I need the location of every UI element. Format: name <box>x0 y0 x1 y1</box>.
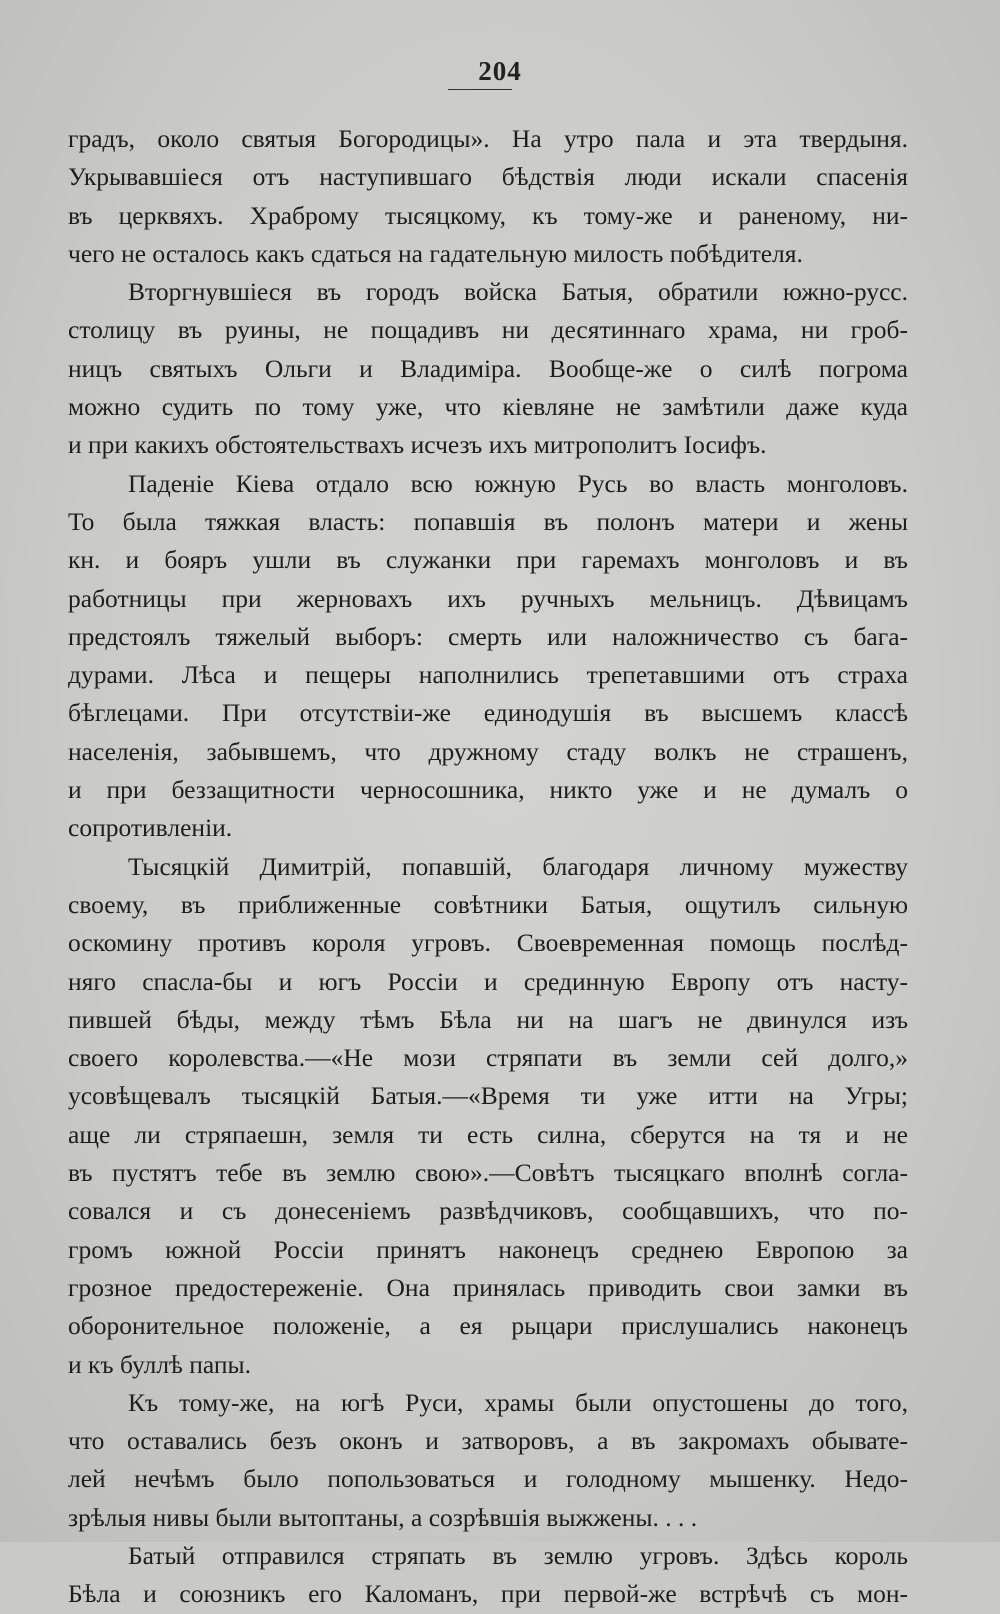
text-line: и къ буллѣ папы. <box>68 1349 252 1379</box>
text-line: пившей бѣды, между тѣмъ Бѣла ни на шагъ не двинулся изъ <box>68 1004 908 1034</box>
text-line: что оставались безъ оконъ и затворовъ, а въ закромахъ обывате- <box>68 1426 908 1456</box>
text-line: То была тяжкая власть: попавшія въ полонъ матери и жены <box>68 506 908 536</box>
body-text <box>68 120 908 1614</box>
text-line: Бѣла и союзникъ его Каломанъ, при первой-же встрѣчѣ съ мон- <box>68 1579 908 1609</box>
text-line: сопротивленіи. <box>68 813 233 843</box>
text-line: можно судить по тому уже, что кіевляне не замѣтили даже куда <box>68 392 908 422</box>
text-line: Вторгнувшіеся въ городъ войска Батыя, обратили южно-русс. <box>128 277 908 307</box>
text-line: совался и съ донесеніемъ развѣдчиковъ, сообщавшихъ, что по- <box>68 1196 908 1226</box>
page-number-rule <box>448 89 512 90</box>
text-line: Къ тому-же, на югѣ Руси, храмы были опустошены до того, <box>128 1387 908 1417</box>
text-line: кн. и бояръ ушли въ служанки при гаремахъ монголовъ и въ <box>68 545 908 575</box>
text-line: и при какихъ обстоятельствахъ исчезъ ихъ митрополитъ Іосифъ. <box>68 430 767 460</box>
text-line: оборонительное положеніе, а ея рыцари прислушались наконецъ <box>68 1311 908 1341</box>
text-line: бѣглецами. При отсутствіи-же единодушія въ высшемъ классѣ <box>68 698 908 728</box>
text-line: Паденіе Кіева отдало всю южную Русь во власть монголовъ. <box>128 468 908 498</box>
text-line: и при беззащитности черносошника, никто уже и не думалъ о <box>68 775 908 805</box>
text-line: градъ, около святыя Богородицы». На утро пала и эта твердыня. <box>68 124 908 153</box>
text-line: грозное предостереженіе. Она принялась приводить свои замки въ <box>68 1272 908 1302</box>
text-line: оскомину противъ короля угровъ. Своевременная помощь послѣд- <box>68 928 908 958</box>
text-line: лей нечѣмъ было попользоваться и голодному мышенку. Недо- <box>68 1464 908 1494</box>
text-line: аще ли стряпаешн, земля ти есть силна, сберутся на тя и не <box>68 1119 908 1149</box>
text-line: въ пустятъ тебе въ землю свою».—Совѣтъ тысяцкаго вполнѣ согла- <box>68 1158 908 1188</box>
text-line: ницъ святыхъ Ольги и Владиміра. Вообще-же о силѣ погрома <box>68 353 908 383</box>
text-line: Укрывавшіеся отъ наступившаго бѣдствія люди искали спасенія <box>68 162 908 192</box>
text-line: дурами. Лѣса и пещеры наполнились трепетавшими отъ страха <box>68 660 908 690</box>
text-line: столицу въ руины, не пощадивъ ни десятиннаго храма, ни гроб- <box>68 315 908 345</box>
text-line: Батый отправился стряпать въ землю угровъ. Здѣсь король <box>128 1540 908 1570</box>
page-number: 204 <box>478 56 522 86</box>
text-line: чего не осталось какъ сдаться на гадательную милость побѣдителя. <box>68 238 803 268</box>
text-line: своего королевства.—«Не мози стряпати въ земли сей долго,» <box>68 1043 908 1073</box>
text-line: населенія, забывшемъ, что дружному стаду волкъ не страшенъ, <box>68 736 908 766</box>
text-line: своему, въ приближенные совѣтники Батыя, ощутилъ сильную <box>68 889 908 919</box>
text-line: няго спасла-бы и югъ Россіи и срединную Европу отъ насту- <box>68 966 908 996</box>
text-line: предстоялъ тяжелый выборъ: смерть или наложничество съ бага- <box>68 621 908 651</box>
text-line: громъ южной Россіи принятъ наконецъ среднею Европою за <box>68 1234 908 1264</box>
text-line: въ церквяхъ. Храброму тысяцкому, къ тому-же и раненому, ни- <box>68 200 908 230</box>
text-line: работницы при жерновахъ ихъ ручныхъ мельницъ. Дѣвицамъ <box>68 583 908 613</box>
text-line: Тысяцкій Димитрій, попавшій, благодаря личному мужеству <box>128 851 908 881</box>
text-line: зрѣлыя нивы были вытоптаны, а созрѣвшія выжжены. . . . <box>68 1502 698 1532</box>
text-line: усовѣщевалъ тысяцкій Батыя.—«Время ти уже итти на Угры; <box>68 1081 908 1111</box>
